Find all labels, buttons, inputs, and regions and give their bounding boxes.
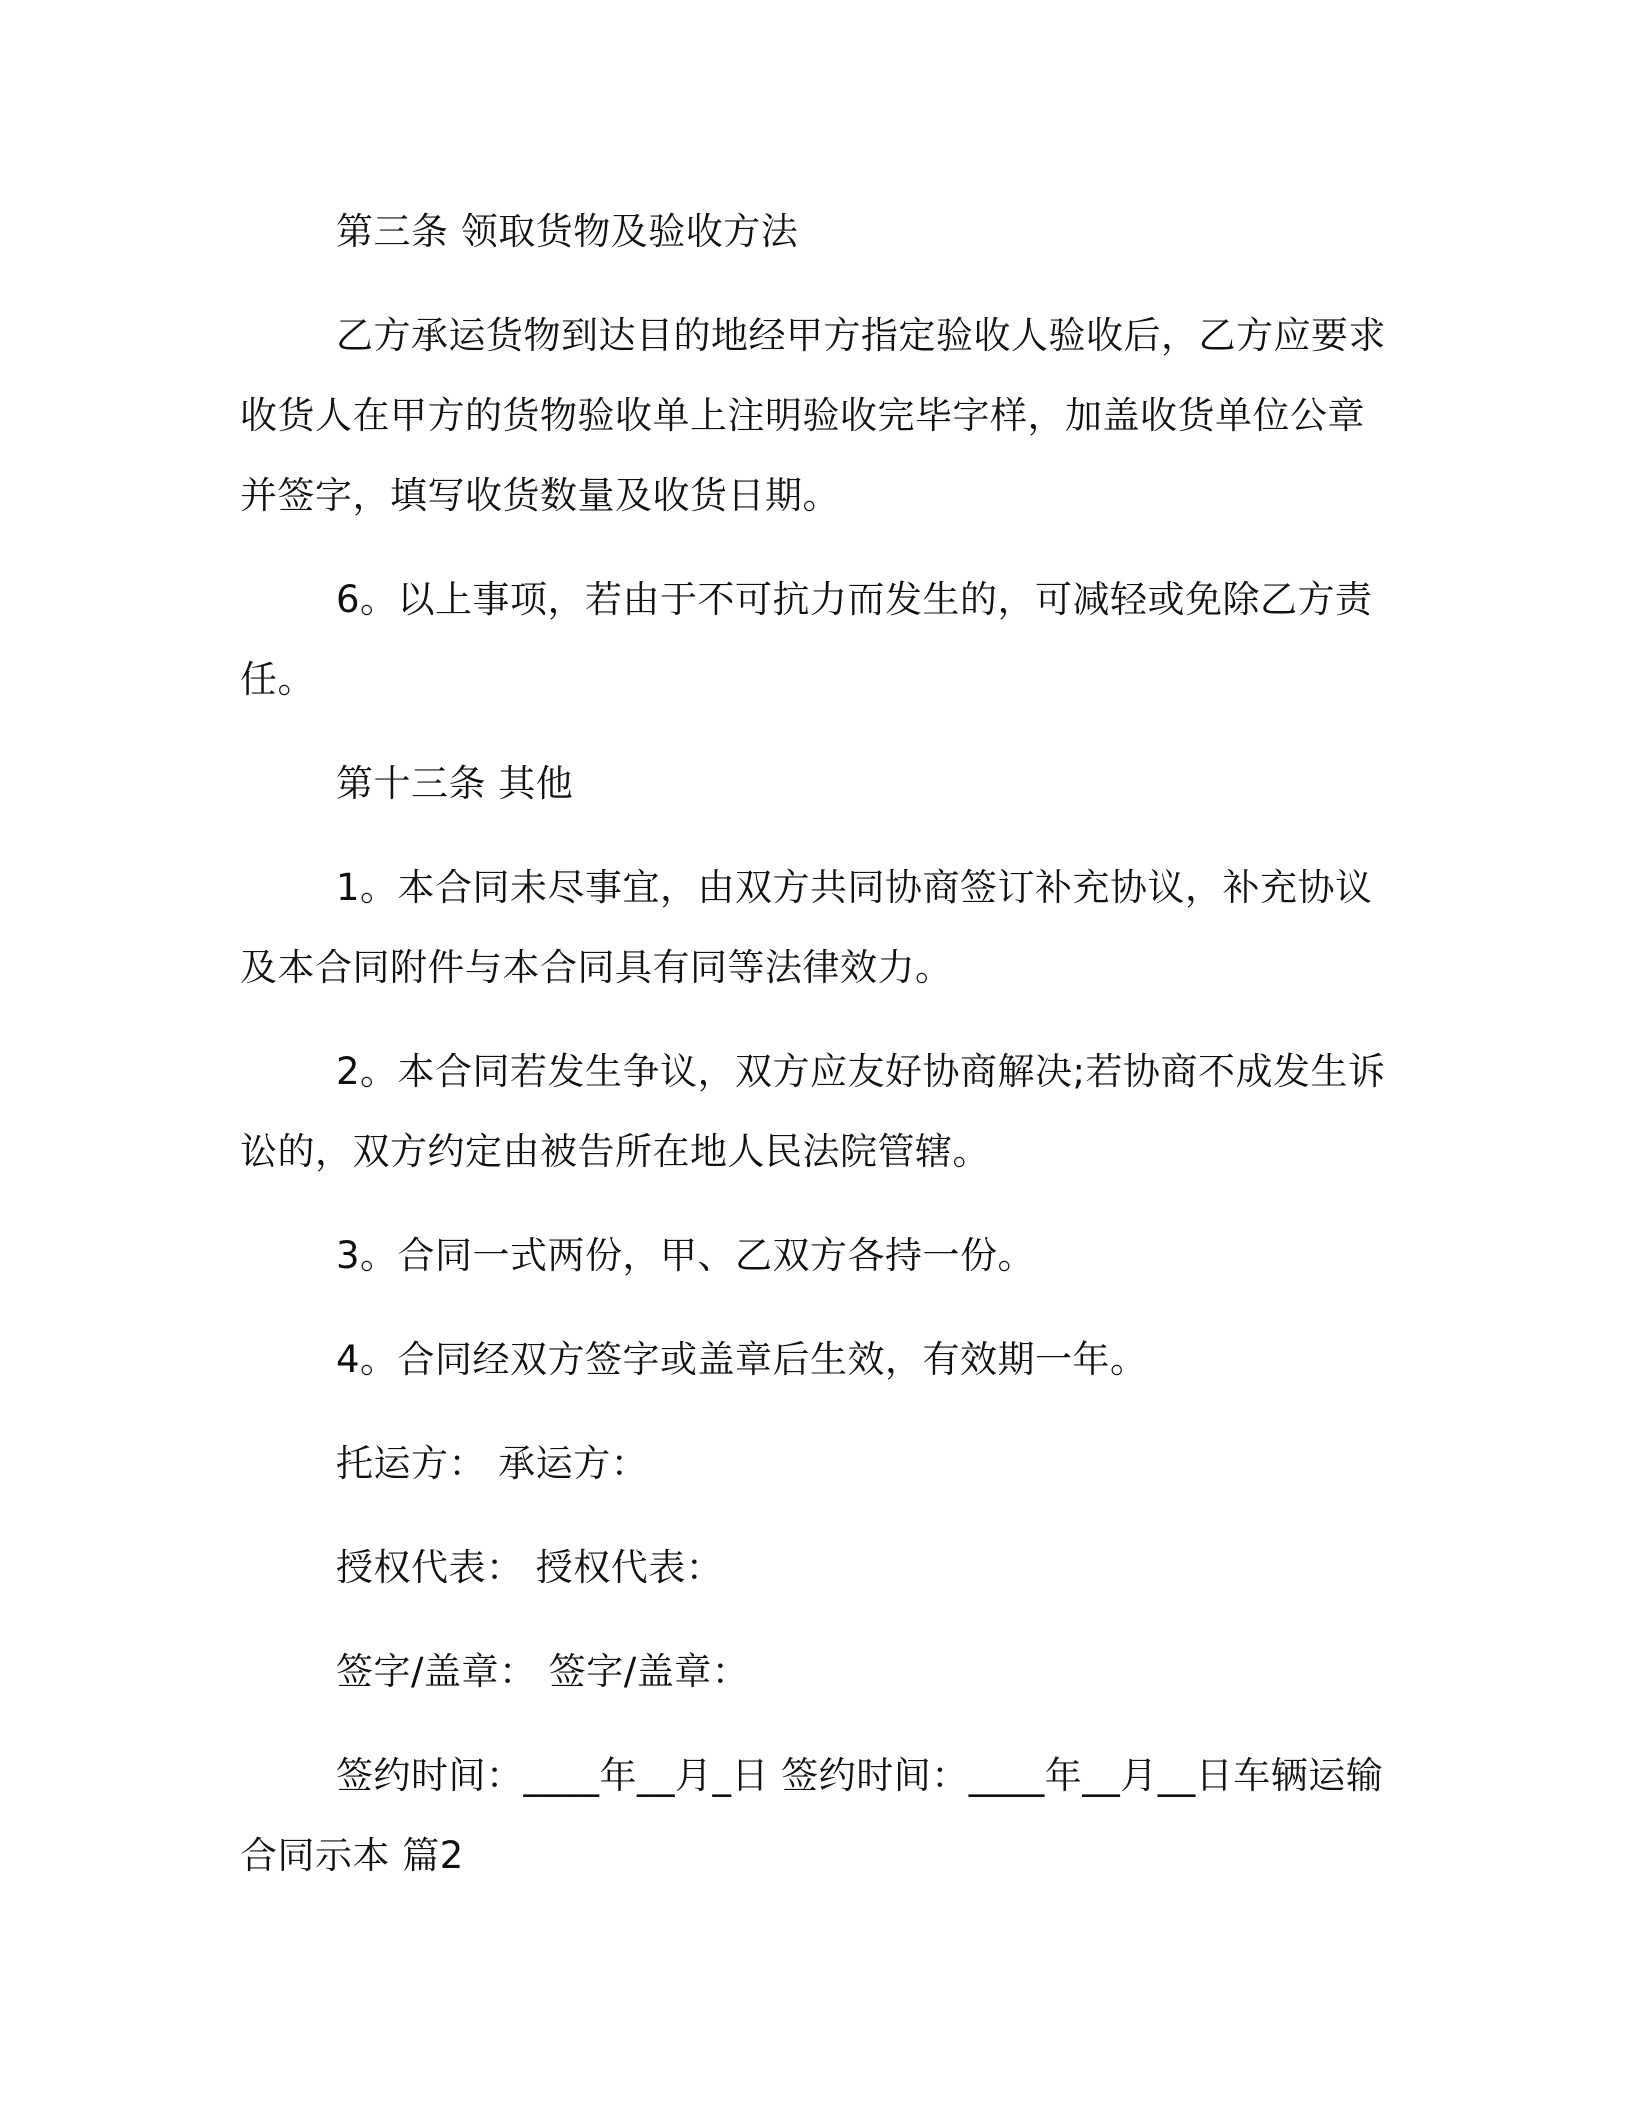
paragraph-item-3: 3。合同一式两份，甲、乙双方各持一份。 — [336, 1234, 1036, 1277]
paragraph-item-1: 1。本合同未尽事宜，由双方共同协商签订补充协议，补充协议及本合同附件与本合同具有同等法律效力。 — [240, 866, 1373, 989]
paragraph-force-majeure: 6。以上事项，若由于不可抗力而发生的，可减轻或免除乙方责任。 — [240, 578, 1373, 701]
document-page — [240, 192, 1400, 1920]
article-heading-13: 第十三条 其他 — [336, 762, 574, 805]
signature-seal: 签字/盖章： 签字/盖章： — [336, 1650, 750, 1693]
article-heading-3: 第三条 领取货物及验收方法 — [336, 210, 799, 253]
paragraph-acceptance: 乙方承运货物到达目的地经甲方指定验收人验收后，乙方应要求收货人在甲方的货物验收单上注明验收完毕字样，加盖收货单位公章并签字，填写收货数量及收货日期。 — [240, 314, 1386, 517]
signature-parties: 托运方： 承运方： — [336, 1442, 649, 1485]
signature-date: 签约时间：____年__月_日 签约时间：____年__月__日车辆运输合同示本 篇2 — [240, 1754, 1384, 1877]
paragraph-item-4: 4。合同经双方签字或盖章后生效，有效期一年。 — [336, 1338, 1148, 1381]
signature-representatives: 授权代表： 授权代表： — [336, 1546, 724, 1589]
paragraph-item-2: 2。本合同若发生争议，双方应友好协商解决;若协商不成发生诉讼的，双方约定由被告所在地人民法院管辖。 — [240, 1050, 1386, 1173]
